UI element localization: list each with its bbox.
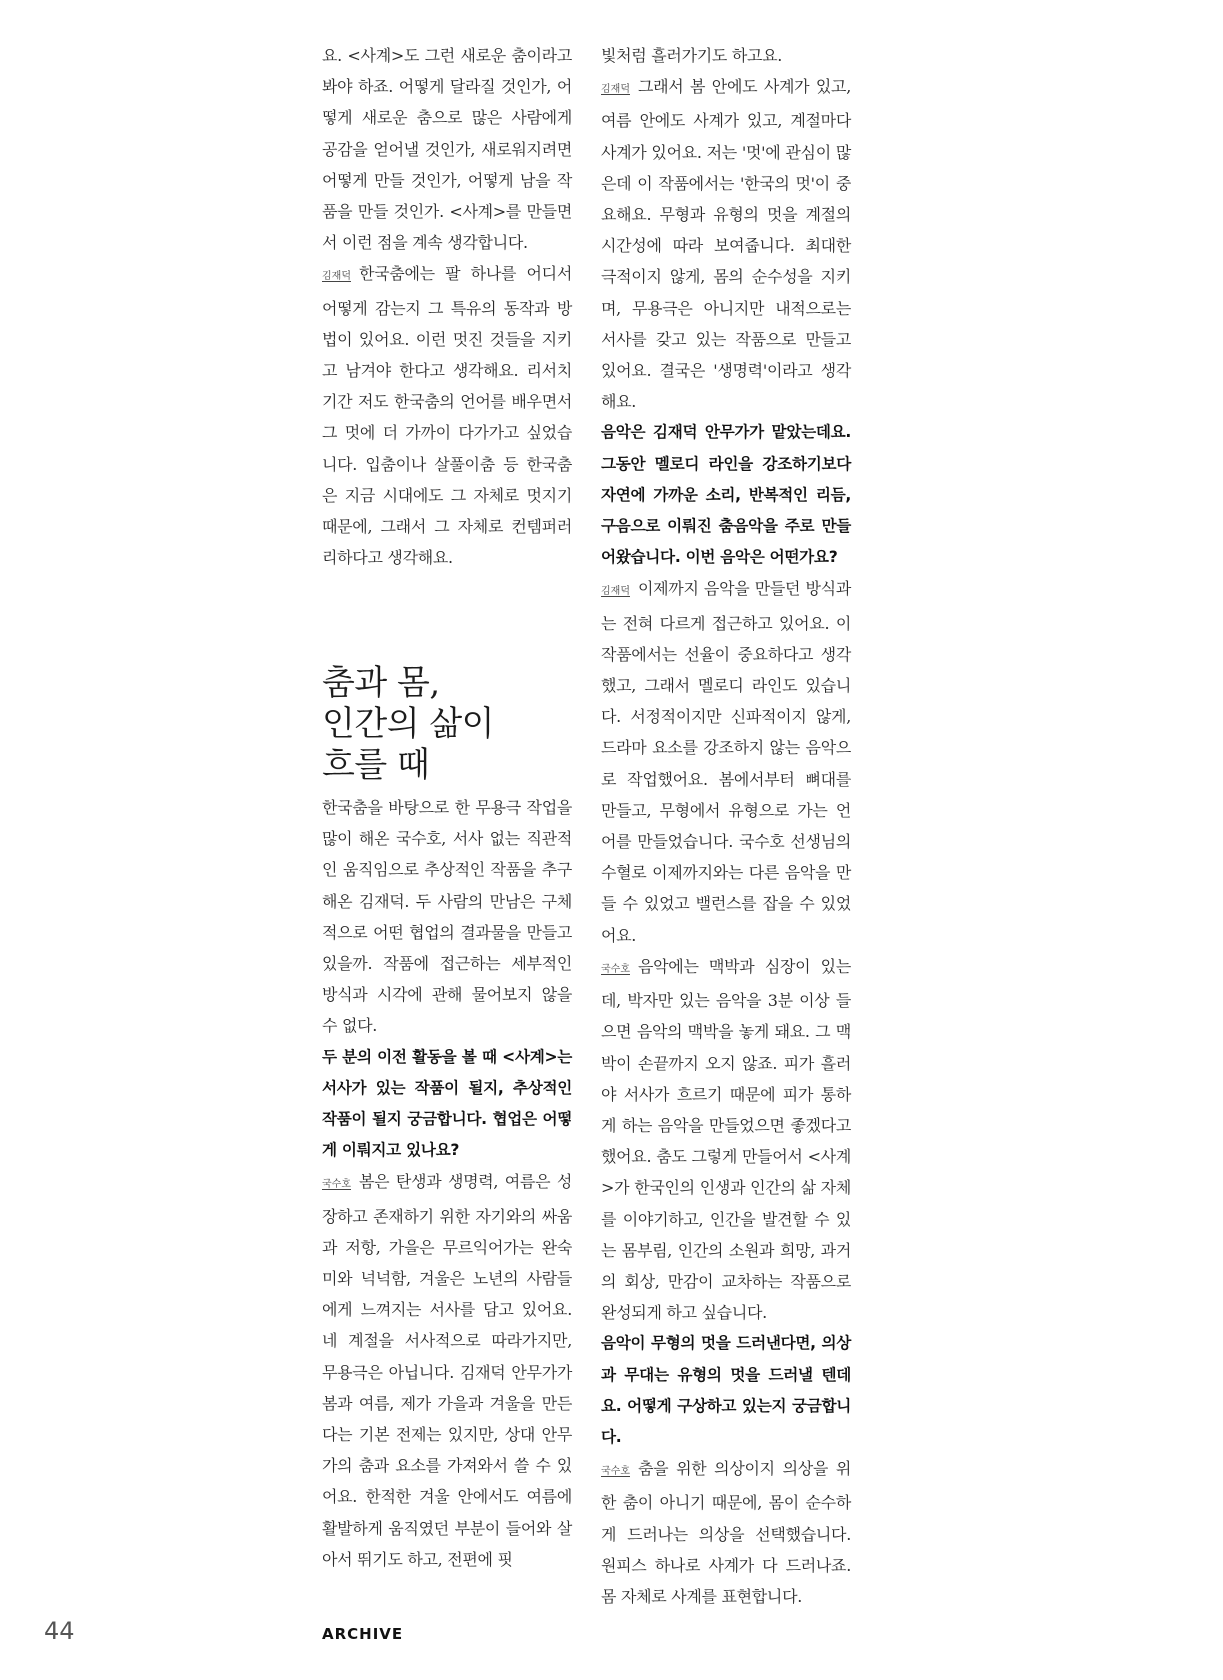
left-column-top [322,40,572,573]
answer-text: 이제까지 음악을 만들던 방식과는 전혀 다르게 접근하고 있어요. 이 작품에서는 선율이 중요하다고 생각했고, 그래서 멜로디 라인도 있습니다. 서정적이지만 신파적이지 않게, 드라마 요소를 강조하지 않는 음악으로 작업했어요. 봄에서부터 뼈대를 만들고, 무형에서 유형으로 가는 언어를 만들었습니다. 국수호 선생님의 수혈로 이제까지와는 다른 음악을 만들 수 있었고 밸런스를 잡을 수 있었어요. [601,579,851,945]
speaker-label: 김재덕 [601,586,630,598]
page-number: 44 [44,1617,75,1645]
speaker-label: 국수호 [322,1179,351,1191]
intro-paragraph: 한국춤을 바탕으로 한 무용극 작업을 많이 해온 국수호, 서사 없는 직관적인 움직임으로 추상적인 작품을 추구해온 김재덕. 두 사람의 만남은 구체적으로 어떤 협업의 결과물을 만들고 있을까. 작품에 접근하는 세부적인 방식과 시각에 관해 물어보지 않을 수 없다. [322,798,572,1036]
answer-guksuho-2 [601,951,851,1328]
speaker-label: 김재덕 [322,271,351,283]
answer-text: 춤을 위한 의상이지 의상을 위한 춤이 아니기 때문에, 몸이 순수하게 드러나는 의상을 선택했습니다. 원피스 하나로 사계가 다 드러나죠. 몸 자체로 사계를 표현합니다. [601,1459,851,1606]
section-heading [322,663,572,786]
right-column [601,40,851,1612]
speaker-label: 김재덕 [601,84,630,96]
speaker-label: 국수호 [601,1466,630,1478]
heading-line: 춤과 몸, [322,663,440,703]
answer-kimjaeduk-3 [601,573,851,950]
right-paragraph-continued: 빛처럼 흘러가기도 하고요. [601,46,783,65]
answer-text: 봄은 탄생과 생명력, 여름은 성장하고 존재하기 위한 자기와의 싸움과 저항, 가을은 무르익어가는 완숙미와 넉넉함, 겨울은 노년의 사람들에게 느껴지는 서사를 담고 있어요. 네 계절을 서사적으로 따라가지만, 무용극은 아닙니다. 김재덕 안무가가 봄과 여름, 제가 가을과 겨울을 만든다는 기본 전제는 있지만, 상대 안무가의 춤과 요소를 가져와서 쓸 수 있어요. 한적한 겨울 안에서도 여름에 활발하게 움직였던 부분이 들어와 살아서 뛰기도 하고, 전편에 핏 [322,1172,572,1569]
question-2: 음악은 김재덕 안무가가 맡았는데요. 그동안 멜로디 라인을 강조하기보다 자연에 가까운 소리, 반복적인 리듬, 구음으로 이뤄진 춤음악을 주로 만들어왔습니다. 이번 음악은 어떤가요? [601,423,851,567]
heading-line: 인간의 삶이 [322,704,495,744]
left-paragraph-continued: 요. <사계>도 그런 새로운 춤이라고 봐야 하죠. 어떻게 달라질 것인가, 어떻게 새로운 춤으로 많은 사람에게 공감을 얻어낼 것인가, 새로워지려면 어떻게 만들 것인가, 어떻게 남을 작품을 만들 것인가. <사계>를 만들면서 이런 점을 계속 생각합니다. [322,46,572,253]
answer-kimjaeduk-1 [322,258,572,573]
left-column-bottom [322,792,572,1575]
answer-kimjaeduk-2 [601,71,851,417]
answer-guksuho-3 [601,1453,851,1612]
question-1: 두 분의 이전 활동을 볼 때 <사계>는 서사가 있는 작품이 될지, 추상적인 작품이 될지 궁금합니다. 협업은 어떻게 이뤄지고 있나요? [322,1047,572,1160]
question-3: 음악이 무형의 멋을 드러낸다면, 의상과 무대는 유형의 멋을 드러낼 텐데요. 어떻게 구상하고 있는지 궁금합니다. [601,1334,851,1446]
answer-text: 음악에는 맥박과 심장이 있는데, 박자만 있는 음악을 3분 이상 들으면 음악의 맥박을 놓게 돼요. 그 맥박이 손끝까지 오지 않죠. 피가 흘러야 서사가 흐르기 때문에 피가 통하게 하는 음악을 만들었으면 좋겠다고 했어요. 춤도 그렇게 만들어서 <사계>가 한국인의 인생과 인간의 삶 자체를 이야기하고, 인간을 발견할 수 있는 몸부림, 인간의 소원과 희망, 과거의 회상, 만감이 교차하는 작품으로 완성되게 하고 싶습니다. [601,956,851,1323]
speaker-label: 국수호 [601,963,630,975]
answer-guksuho-1 [322,1166,572,1575]
answer-text: 그래서 봄 안에도 사계가 있고, 여름 안에도 사계가 있고, 계절마다 사계가 있어요. 저는 '멋'에 관심이 많은데 이 작품에서는 '한국의 멋'이 중요해요. 무형과 유형의 멋을 계절의 시간성에 따라 보여줍니다. 최대한 극적이지 않게, 몸의 순수성을 지키며, 무용극은 아니지만 내적으로는 서사를 갖고 있는 작품으로 만들고 있어요. 결국은 '생명력'이라고 생각해요. [601,77,851,412]
section-label: ARCHIVE [322,1625,404,1643]
answer-text: 한국춤에는 팔 하나를 어디서 어떻게 감는지 그 특유의 동작과 방법이 있어요. 이런 멋진 것들을 지키고 남겨야 한다고 생각해요. 리서치 기간 저도 한국춤의 언어를 배우면서 그 멋에 더 가까이 다가가고 싶었습니다. 입춤이나 살풀이춤 등 한국춤은 지금 시대에도 그 자체로 멋지기 때문에, 그래서 그 자체로 컨템퍼러리하다고 생각해요. [322,264,572,568]
heading-line: 흐를 때 [322,745,430,785]
